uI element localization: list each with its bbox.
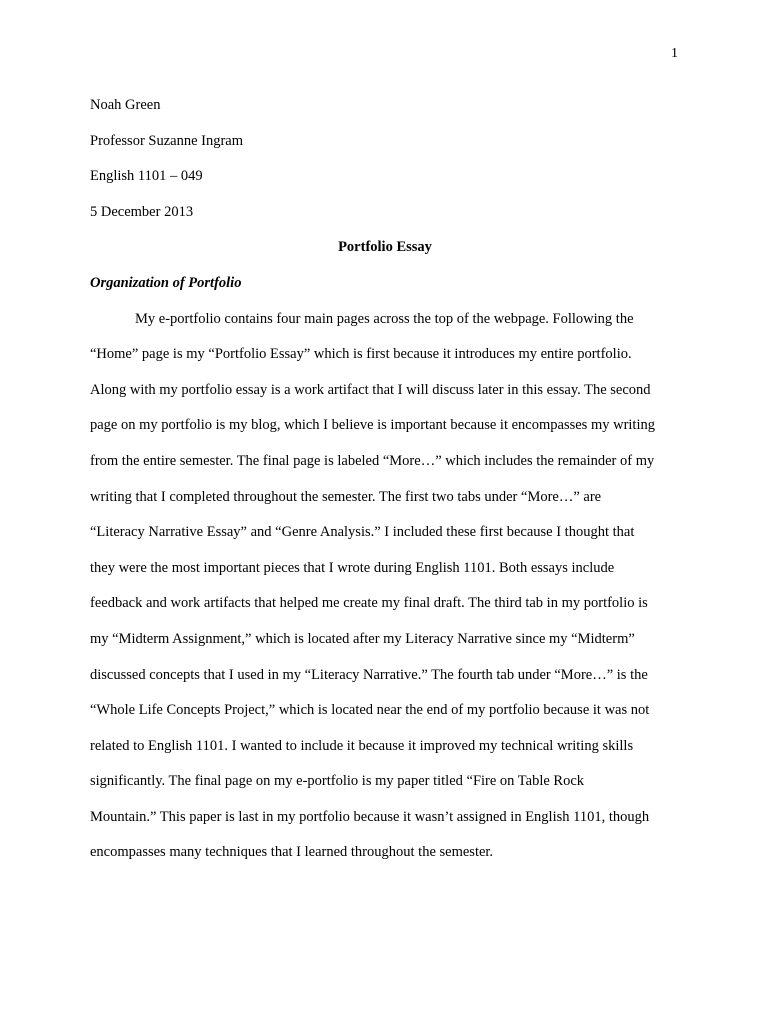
paragraph-line: Mountain.” This paper is last in my portfolio because it wasn’t assigned in English 1101, though <box>90 808 650 825</box>
paragraph-line: My e-portfolio contains four main pages across the top of the webpage. Following the <box>135 310 634 327</box>
paragraph-line: they were the most important pieces that I wrote during English 1101. Both essays include <box>90 559 615 576</box>
paragraph-line: from the entire semester. The final page is labeled “More…” which includes the remainder of my <box>90 452 655 469</box>
paragraph-line: “Whole Life Concepts Project,” which is located near the end of my portfolio because it was not <box>90 702 650 719</box>
author-name: Noah Green <box>90 97 161 113</box>
professor-name: Professor Suzanne Ingram <box>90 132 244 149</box>
course-name: English 1101 – 049 <box>90 168 203 185</box>
paragraph-line: feedback and work artifacts that helped me create my final draft. The third tab in my portfolio is <box>90 595 648 612</box>
paragraph-line: writing that I completed throughout the semester. The first two tabs under “More…” are <box>90 488 602 505</box>
paragraph-line: encompasses many techniques that I learned throughout the semester. <box>90 844 494 861</box>
document-body <box>90 88 680 871</box>
section-heading: Organization of Portfolio <box>90 274 242 291</box>
paragraph-line: “Literacy Narrative Essay” and “Genre Analysis.” I included these first because I thought that <box>90 524 635 541</box>
paragraph-line: discussed concepts that I used in my “Literacy Narrative.” The fourth tab under “More…” is the <box>90 666 648 683</box>
essay-title: Portfolio Essay <box>338 239 432 256</box>
page-number: 1 <box>671 46 678 61</box>
paragraph-line: Along with my portfolio essay is a work artifact that I will discuss later in this essay. The second <box>90 381 651 398</box>
document-date: 5 December 2013 <box>90 203 194 220</box>
paragraph-line: my “Midterm Assignment,” which is located after my Literacy Narrative since my “Midterm” <box>90 630 635 647</box>
paragraph-line: page on my portfolio is my blog, which I believe is important because it encompasses my writing <box>90 417 655 434</box>
paragraph-line: related to English 1101. I wanted to include it because it improved my technical writing skills <box>90 737 634 754</box>
paragraph-line: “Home” page is my “Portfolio Essay” which is first because it introduces my entire portfolio. <box>90 346 632 363</box>
paragraph-line: significantly. The final page on my e-portfolio is my paper titled “Fire on Table Rock <box>90 773 585 790</box>
paragraph <box>90 302 680 872</box>
